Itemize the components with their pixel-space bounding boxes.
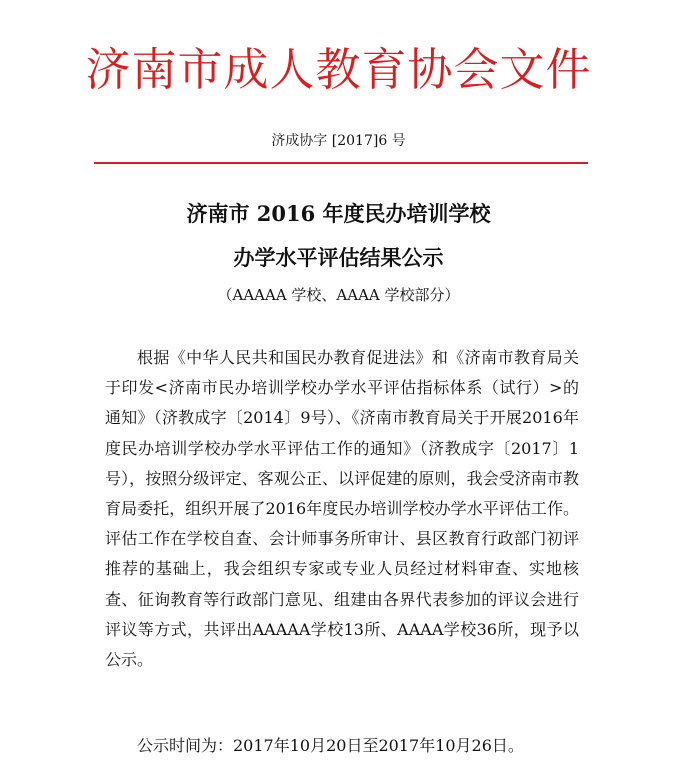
body-paragraph: 根据《中华人民共和国民办教育促进法》和《济南市教育局关于印发<济南市民办培训学校办学水平评估指标体系（试行）>的通知》（济教成字〔2014〕9号）、《济南市教育局关于开展2016年度民办培训学校办学水平评估工作的通知》（济教成字〔2017〕1号），按照分级评定、客观公正、以评促建的原则，我会受济南市教育局委托，组织开展了2016年度民办培训学校办学水平评估工作。评估工作在学校自查、会计师事务所审计、县区教育行政部门初评推荐的基础上，我会组织专家或专业人员经过材料审查、实地核查、征询教育等行政部门意见、组建由各界代表参加的评议会进行评议等方式，共评出AAAAA学校13所、AAAA学校36所，现予以公示。 — [105, 348, 579, 670]
document-number: 济成协字 [2017]6 号 — [271, 133, 406, 149]
document-title-line-1: 济南市 2016 年度民办培训学校 — [186, 201, 491, 226]
issuing-agency-header: 济南市成人教育协会文件 — [85, 43, 592, 96]
document-subtitle: （AAAAA 学校、AAAA 学校部分） — [217, 286, 460, 304]
notice-period-text: 公示时间为：2017年10月20日至2017年10月26日。 — [137, 736, 524, 755]
document-title-line-2: 办学水平评估结果公示 — [233, 245, 444, 270]
red-divider-line — [94, 162, 588, 164]
